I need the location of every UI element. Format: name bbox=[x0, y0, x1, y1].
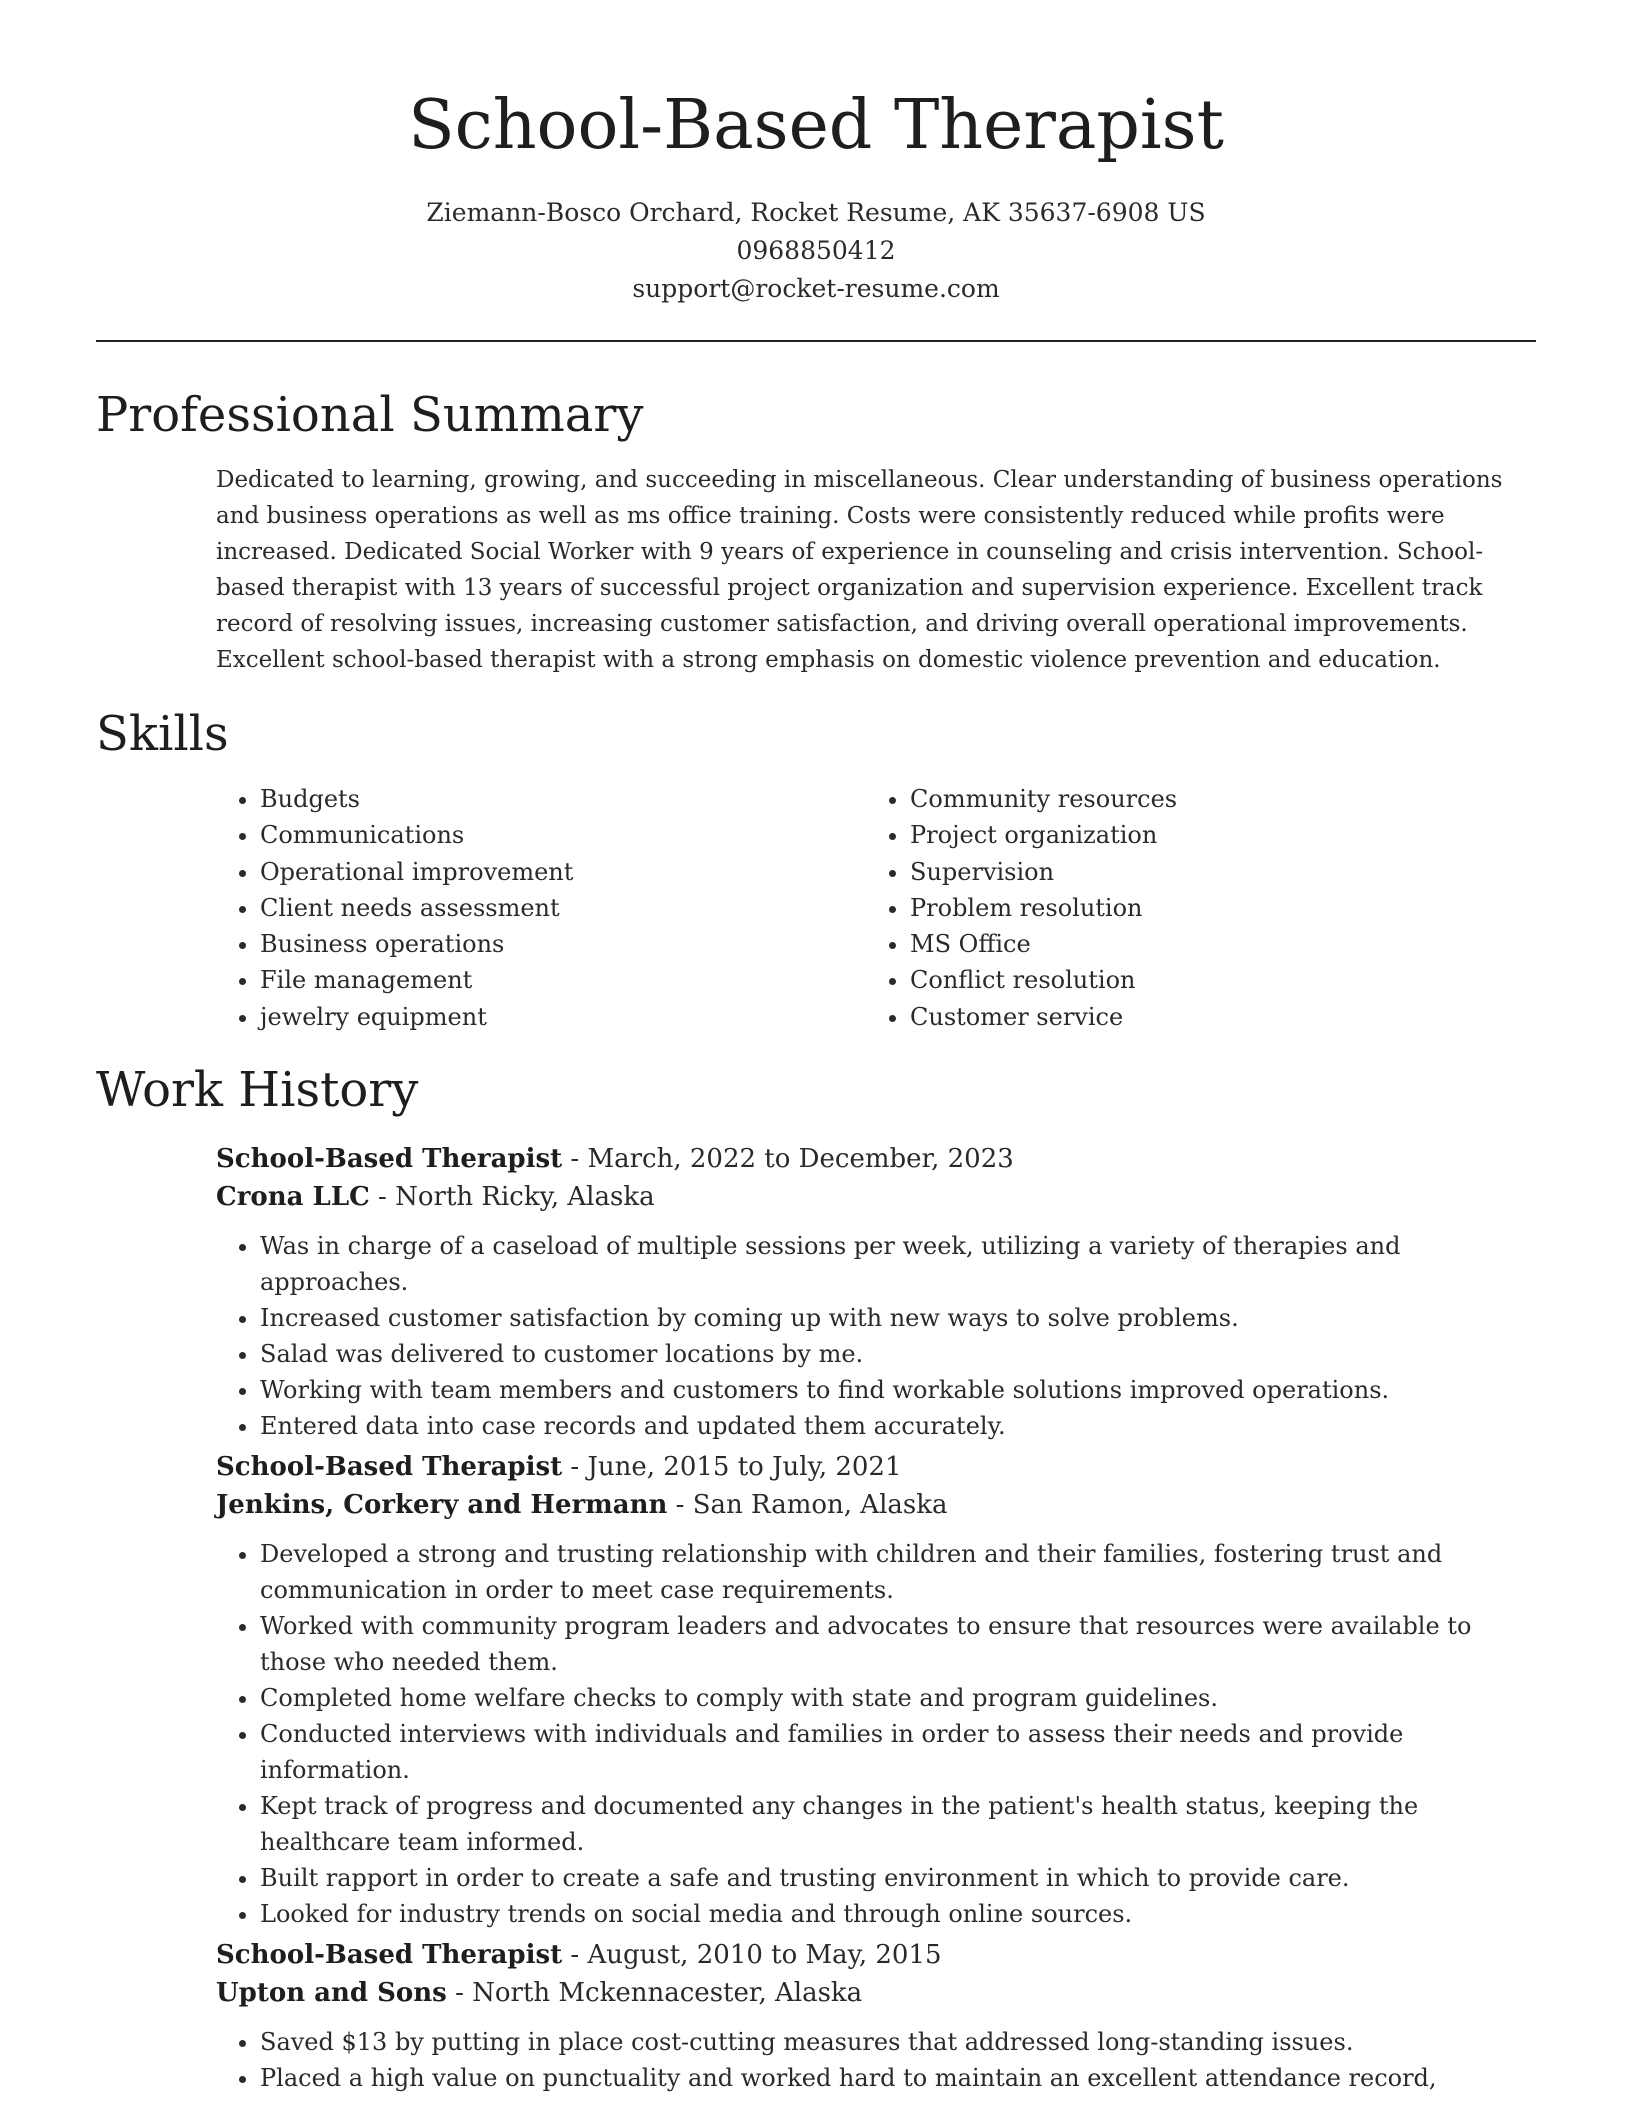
job-title-line: School-Based Therapist - August, 2010 to May, 2015 bbox=[216, 1940, 942, 1970]
resume-header bbox=[0, 0, 1632, 308]
job-bullet: • Salad was delivered to customer locations by me. bbox=[260, 1336, 1536, 1372]
skills-column-left bbox=[216, 781, 866, 1035]
candidate-name: School-Based Therapist bbox=[408, 86, 1224, 165]
job-bullet: • Was in charge of a caseload of multiple sessions per week, utilizing a variety of therapies and approaches. bbox=[260, 1228, 1536, 1300]
job-title: School-Based Therapist bbox=[216, 1144, 563, 1174]
skills-column-right bbox=[866, 781, 1516, 1035]
skill-item: • Client needs assessment bbox=[260, 890, 866, 926]
job-entry bbox=[216, 1936, 1536, 2096]
job-bullet: • Kept track of progress and documented any changes in the patient's health status, keeping the healthcare team informed. bbox=[260, 1788, 1536, 1860]
job-entry bbox=[216, 1448, 1536, 1932]
job-company: Jenkins, Corkery and Hermann bbox=[216, 1490, 668, 1520]
job-bullet: • Built rapport in order to create a safe and trusting environment in which to provide care. bbox=[260, 1860, 1536, 1896]
skill-item: • MS Office bbox=[910, 926, 1516, 962]
job-bullet: • Placed a high value on punctuality and worked hard to maintain an excellent attendance record, bbox=[260, 2060, 1536, 2096]
contact-block bbox=[0, 194, 1632, 308]
contact-phone: 0968850412 bbox=[736, 236, 896, 265]
job-bullet: • Saved $13 by putting in place cost-cutting measures that addressed long-standing issues. bbox=[260, 2024, 1536, 2060]
job-title: School-Based Therapist bbox=[216, 1452, 563, 1482]
summary-heading: Professional Summary bbox=[96, 387, 644, 443]
job-bullet: • Working with team members and customers to find workable solutions improved operations. bbox=[260, 1372, 1536, 1408]
job-dates: March, 2022 to December, 2023 bbox=[587, 1144, 1014, 1174]
job-bullet: • Developed a strong and trusting relationship with children and their families, fostering trust and communication in order to meet case requirements. bbox=[260, 1536, 1536, 1608]
skill-item: • File management bbox=[260, 962, 866, 998]
job-dates: June, 2015 to July, 2021 bbox=[587, 1452, 902, 1482]
job-title: School-Based Therapist bbox=[216, 1940, 563, 1970]
job-company-line: Jenkins, Corkery and Hermann - San Ramon, Alaska bbox=[216, 1490, 948, 1520]
skill-item: • Supervision bbox=[910, 854, 1516, 890]
job-company: Upton and Sons bbox=[216, 1978, 447, 2008]
job-company: Crona LLC bbox=[216, 1182, 370, 1212]
job-bullet: • Increased customer satisfaction by coming up with new ways to solve problems. bbox=[260, 1300, 1536, 1336]
job-bullet: • Entered data into case records and updated them accurately. bbox=[260, 1408, 1536, 1444]
job-location: North Ricky, Alaska bbox=[395, 1182, 655, 1212]
job-bullets bbox=[216, 1536, 1536, 1932]
skill-item: • Project organization bbox=[910, 817, 1516, 853]
skill-item: • Problem resolution bbox=[910, 890, 1516, 926]
skill-item: • Conflict resolution bbox=[910, 962, 1516, 998]
skill-item: • Customer service bbox=[910, 999, 1516, 1035]
job-location: North Mckennacester, Alaska bbox=[472, 1978, 863, 2008]
skill-item: • Business operations bbox=[260, 926, 866, 962]
job-bullet: • Conducted interviews with individuals and families in order to assess their needs and provide information. bbox=[260, 1716, 1536, 1788]
skill-item: • Operational improvement bbox=[260, 854, 866, 890]
skill-item: • Community resources bbox=[910, 781, 1516, 817]
job-title-line: School-Based Therapist - June, 2015 to July, 2021 bbox=[216, 1452, 902, 1482]
skills-list bbox=[216, 781, 1536, 1035]
skill-item: • Communications bbox=[260, 817, 866, 853]
work-history-heading: Work History bbox=[96, 1062, 419, 1118]
header-divider bbox=[96, 340, 1536, 342]
job-company-line: Crona LLC - North Ricky, Alaska bbox=[216, 1182, 655, 1212]
job-bullet: • Worked with community program leaders and advocates to ensure that resources were available to those who needed them. bbox=[260, 1608, 1536, 1680]
job-bullet: • Looked for industry trends on social media and through online sources. bbox=[260, 1896, 1536, 1932]
job-entry bbox=[216, 1140, 1536, 1444]
skill-item: • Budgets bbox=[260, 781, 866, 817]
job-company-line: Upton and Sons - North Mckennacester, Alaska bbox=[216, 1978, 863, 2008]
summary-text: Dedicated to learning, growing, and succeeding in miscellaneous. Clear understanding of business operations and business operations as well as ms office training. Costs were consistently reduced while profits were increased. Dedicated Social Worker with 9 years of experience in counseling and crisis intervention. School-based therapist with 13 years of successful project organization and supervision experience. Excellent track record of resolving issues, increasing customer satisfaction, and driving overall operational improvements. Excellent school-based therapist with a strong emphasis on domestic violence prevention and education. bbox=[216, 467, 1503, 673]
job-location: San Ramon, Alaska bbox=[692, 1490, 948, 1520]
job-dates: August, 2010 to May, 2015 bbox=[587, 1940, 942, 1970]
job-bullet: • Completed home welfare checks to comply with state and program guidelines. bbox=[260, 1680, 1536, 1716]
job-bullets bbox=[216, 2024, 1536, 2096]
contact-address: Ziemann-Bosco Orchard, Rocket Resume, AK 35637-6908 US bbox=[426, 198, 1206, 227]
skill-item: • jewelry equipment bbox=[260, 999, 866, 1035]
contact-email: support@rocket-resume.com bbox=[632, 274, 1000, 303]
job-title-line: School-Based Therapist - March, 2022 to December, 2023 bbox=[216, 1144, 1014, 1174]
skills-heading: Skills bbox=[96, 706, 229, 762]
job-bullets bbox=[216, 1228, 1536, 1444]
